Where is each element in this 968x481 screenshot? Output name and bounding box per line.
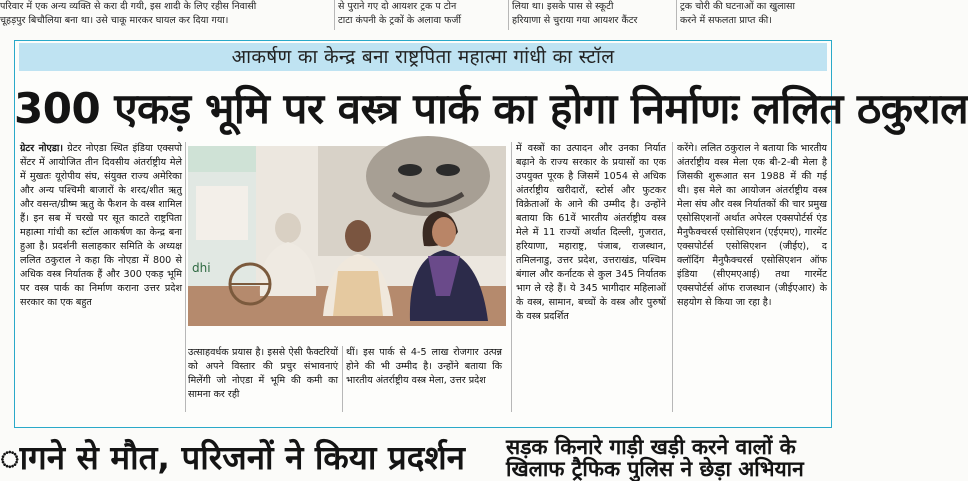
top-article-fragment-1 [0, 0, 330, 28]
top-article-line: हरियाणा से चुराया गया आयशर कैंटर [512, 15, 638, 26]
top-article-line: करने में सफलता प्राप्त की। [680, 15, 772, 26]
article-column-3 [346, 346, 502, 416]
top-article-fragment-2 [338, 0, 503, 28]
dateline: ग्रेटर नोएडा। [20, 143, 64, 154]
top-article-line: ट्रक चोरी की घटनाओं का खुलासा [680, 1, 795, 12]
article-body-text: थीं। इस पार्क से 4-5 लाख रोजगार उत्पन्न होने की भी उम्मीद है। उन्होंने बताया कि भारतीय अंतर्राष्ट्रीय वस्त्र मेला, उत्तर प्रदेश [346, 347, 502, 386]
article-body-text: ग्रेटर नोएडा स्थित इंडिया एक्सपो सेंटर में आयोजित तीन दिवसीय अंतर्राष्ट्रीय मेले में मुखतः यूरोपीय संघ, संयुक्त राज्य अमेरिका और अन्य पश्चिमी बाजारों के शरद/शीत ऋतु और वसन्त/ग्रीष्म ऋतु के फैशन के वस्त्र शामिल हैं। इन सब में चरखे पर सूत काटते राष्ट्रपिता महात्मा गांधी का स्टॉल आकर्षण का केन्द्र बना हुआ है। प्रदर्शनी सलाहकार समिति के अध्यक्ष ललित ठकुराल ने कहा कि नोएडा में 800 से अधिक वस्त्र निर्यातक हैं और 300 एकड़ भूमि पर वस्त्र पार्क का निर्माण कराना उत्तर प्रदेश सरकार का एक बहुत [20, 143, 182, 308]
top-article-line: परिवार में एक अन्य व्यक्ति से करा दी गयी, इस शादी के लिए रहीस निवासी [0, 1, 257, 12]
photo-wall-text: dhi [192, 261, 211, 275]
article-body-text: उत्साहवर्धक प्रयास है। इससे ऐसी फैक्टरियों को अपने विस्तार की प्रचुर संभावनाएं मिलेंगी जो नोएडा में भूमि की कमी का सामना कर रही [188, 347, 338, 400]
column-divider [342, 346, 343, 412]
article-column-2 [188, 346, 338, 416]
photo-illustration [188, 146, 506, 326]
top-article-line: लिया था। इसके पास से स्कूटी [512, 1, 614, 12]
article-column-1 [20, 142, 182, 412]
column-divider [676, 0, 677, 30]
column-divider [185, 142, 186, 412]
bottom-headline-left: ागने से मौत, परिजनों ने किया प्रदर्शन [0, 438, 465, 477]
article-body-text: में वस्त्रों का उत्पादन और उनका निर्यात बढ़ाने के राज्य सरकार के प्रयासों का एक उपयुक्त पूरक है जिसमें 1054 से अधिक अंतर्राष्ट्रीय खरीदारों, स्टोर्स और फुटकर विक्रेताओं के आने की उम्मीद है। उन्होंने बताया कि 61वें भारतीय अंतर्राष्ट्रीय वस्त्र मेले में 11 राज्यों अर्थात दिल्ली, गुजरात, हरियाणा, महाराष्ट्र, पंजाब, राजस्थान, तमिलनाडु, उत्तर प्रदेश, उत्तराखंड, पश्चिम बंगाल और कर्नाटक से कुल 345 निर्यातक भाग ले रहे हैं। ये 345 भागीदार महिलाओं के वस्त्र, सामान, बच्चों के वस्त्र और पुरुषों के वस्त्र प्रदर्शित [516, 143, 666, 322]
column-divider [334, 0, 335, 30]
article-column-5 [677, 142, 827, 392]
article-column-4 [516, 142, 666, 414]
top-article-line: से पुराने गए दो आयशर ट्रक प टोन [338, 1, 457, 12]
top-article-fragment-3 [512, 0, 672, 28]
top-article-fragment-4 [680, 0, 850, 28]
article-headline: 300 एकड़ भूमि पर वस्त्र पार्क का होगा निर्माणः ललित ठकुराल [14, 84, 968, 133]
article-photo [188, 146, 506, 326]
column-divider [511, 142, 512, 412]
column-divider [672, 142, 673, 412]
top-article-line: टाटा कंपनी के ट्रकों के अलावा फर्जी [338, 15, 461, 26]
column-divider [508, 0, 509, 30]
top-article-line: चूहड़पुर बिचौलिया बना था। उसे चाकू मारकर घायल कर दिया गया। [0, 15, 229, 26]
article-kicker: आकर्षण का केन्द्र बना राष्ट्रपिता महात्मा गांधी का स्टॉल [19, 43, 827, 71]
bottom-headline-right: सड़क किनारे गाड़ी खड़ी करने वालों के खिलाफ ट्रैफिक पुलिस ने छेड़ा अभियान [506, 435, 804, 481]
article-body-text: करेंगे। ललित ठकुराल ने बताया कि भारतीय अंतर्राष्ट्रीय वस्त्र मेला एक बी-2-बी मेला है जिसकी शुरूआत सन 1988 में की गई थी। इस मेले का आयोजन अंतर्राष्ट्रीय वस्त्र मेला संघ और वस्त्र निर्यातकों की चार प्रमुख एसोसिएशनों अर्थात अपेरल एक्सपोर्टर्स एंड मैनुफैक्चरर्स एसोसिएशन (एईएमए), गारमेंट एक्सपोर्टर्स एसोसिएशन (जीईए), द क्लॉदिंग मैनुफैक्चरर्स एसोसिएशन ऑफ इंडिया (सीएमएआई) तथा गारमेंट एक्सपोर्टर्स ऑफ राजस्थान (जीईएआर) के सहयोग से किया जा रहा है। [677, 143, 827, 308]
